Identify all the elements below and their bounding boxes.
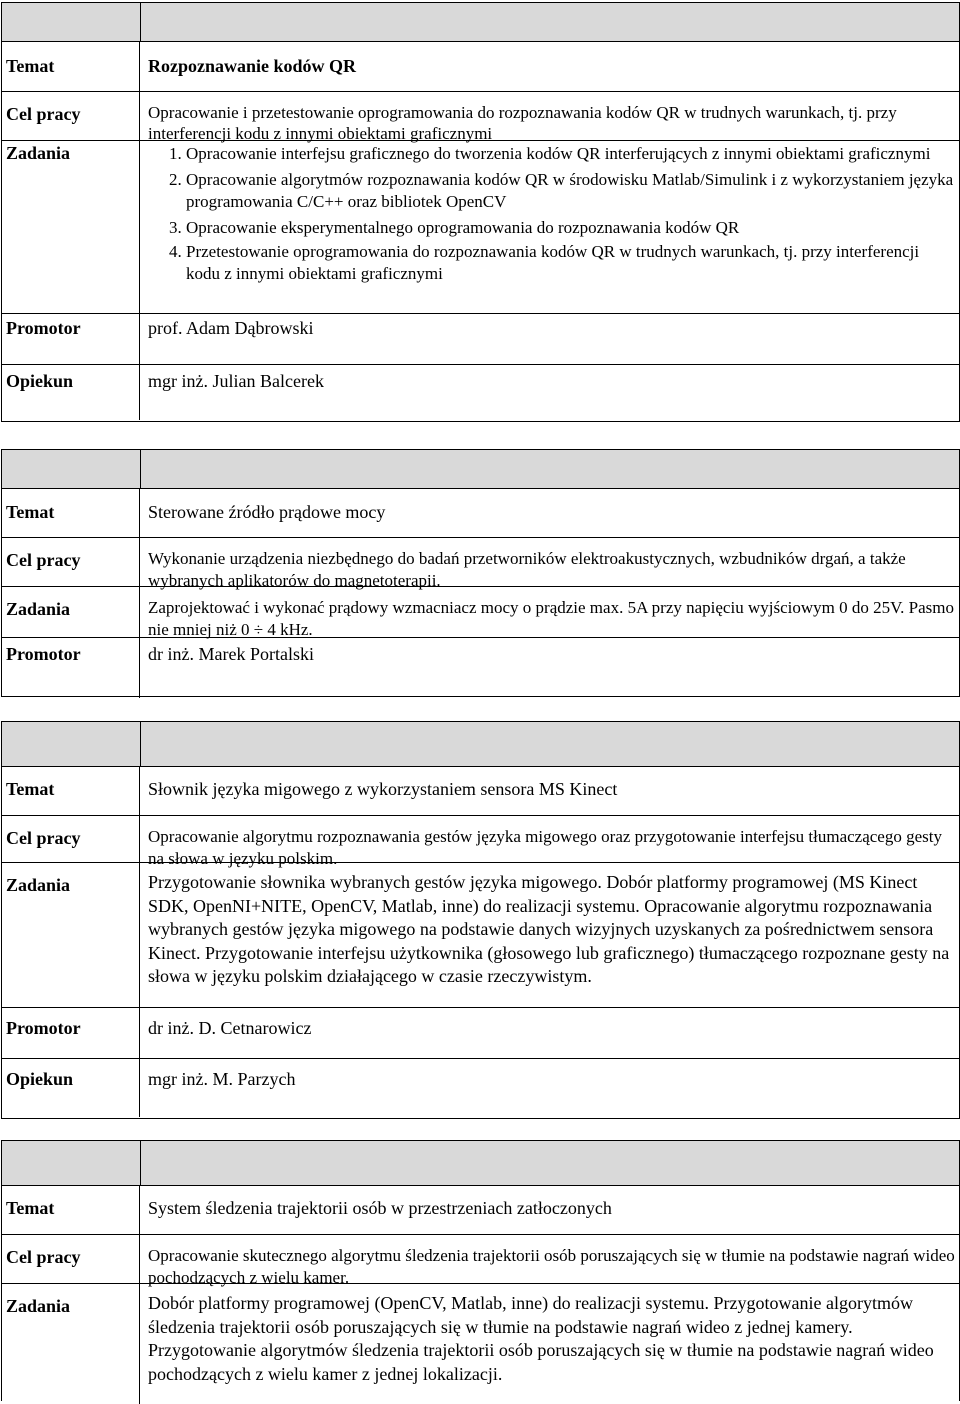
topic-label: Temat	[2, 767, 140, 815]
promotor-label: Promotor	[2, 638, 140, 698]
tasks-value: Dobór platformy programowej (OpenCV, Matlab, inne) do realizacji systemu. Przygotowanie algorytmów śledzenia trajektorii osób poruszających się w tłumie na podstawie nagrań wideo z jednej kamery. Przygotowanie algorytmów śledzenia trajektorii osób poruszających się w tłumie na podstawie nagrań wideo pochodzących z wielu kamer z jednej lokalizacji.	[148, 1293, 934, 1384]
list-item: 2. Opracowanie algorytmów rozpoznawania kodów QR w środowisku Matlab/Simulink i z wykorzystaniem języka programowania C/C++ oraz bibliotek OpenCV	[186, 169, 955, 213]
goal-value: Opracowanie algorytmu rozpoznawania gestów języka migowego oraz przygotowanie interfejsu tłumaczącego gesty na słowa w języku polskim.	[148, 827, 942, 868]
table-header	[2, 3, 959, 41]
list-item: 1. Opracowanie interfejsu graficznego do tworzenia kodów QR interferujących z innymi obiektami graficznymi	[186, 143, 955, 165]
table-header	[2, 450, 959, 488]
topic-value: Sterowane źródło prądowe mocy	[148, 502, 386, 522]
topic-value: Słownik języka migowego z wykorzystaniem sensora MS Kinect	[148, 779, 618, 799]
supervisor-label: Opiekun	[2, 1059, 140, 1117]
topic-label: Temat	[2, 1186, 140, 1234]
topic-value: System śledzenia trajektorii osób w przestrzeniach zatłoczonych	[148, 1198, 612, 1218]
promotor-label: Promotor	[2, 314, 140, 364]
tasks-label: Zadania	[2, 1284, 140, 1404]
goal-value: Opracowanie i przetestowanie oprogramowania do rozpoznawania kodów QR w trudnych warunkach, tj. przy interferencji kodu z innymi obiektami graficznymi	[148, 103, 897, 143]
table-row-tasks	[2, 140, 959, 313]
table-row-goal	[2, 537, 959, 590]
list-item: 3. Opracowanie eksperymentalnego oprogramowania do rozpoznawania kodów QR	[186, 217, 955, 239]
tasks-value: Zaprojektować i wykonać prądowy wzmacniacz mocy o prądzie max. 5A przy napięciu wyjściowym 0 do 25V. Pasmo nie mniej niż 0 ÷ 4 kHz.	[148, 598, 955, 639]
table-row-topic	[2, 488, 959, 537]
tasks-value: Przygotowanie słownika wybranych gestów języka migowego. Dobór platformy programowej (MS Kinect SDK, OpenNI+NITE, OpenCV, Matlab, inne) do realizacji systemu. Opracowanie algorytmu rozpoznawania wybranych gestów języka migowego na podstawie danych wizyjnych uzyskanych za pośrednictwem sensora Kinect. Przygotowanie interfejsu użytkownika (głosowego lub graficznego) tłumaczącego rozpoznane gesty na słowa w języku polskim działającego w czasie rzeczywistym.	[148, 872, 950, 986]
tasks-label: Zadania	[2, 587, 140, 637]
project-table-4	[1, 1140, 960, 1401]
table-row-tasks	[2, 862, 959, 1007]
goal-label: Cel pracy	[2, 816, 140, 862]
supervisor-value: mgr inż. M. Parzych	[148, 1069, 296, 1089]
tasks-label: Zadania	[2, 863, 140, 1007]
goal-label: Cel pracy	[2, 538, 140, 586]
goal-label: Cel pracy	[2, 1235, 140, 1283]
supervisor-label: Opiekun	[2, 365, 140, 420]
goal-label: Cel pracy	[2, 92, 140, 140]
table-row-goal	[2, 91, 959, 143]
goal-value: Wykonanie urządzenia niezbędnego do badań przetworników elektroakustycznych, wzbudników drgań, a także wybranych aplikatorów do magnetoterapii.	[148, 549, 906, 590]
table-header	[2, 722, 959, 766]
table-row-tasks	[2, 1283, 959, 1404]
project-table-1	[1, 2, 960, 422]
topic-value: Rozpoznawanie kodów QR	[148, 56, 357, 76]
promotor-label: Promotor	[2, 1008, 140, 1058]
tasks-list	[148, 143, 955, 285]
supervisor-value: mgr inż. Julian Balcerek	[148, 371, 324, 391]
topic-label: Temat	[2, 42, 140, 91]
table-row-goal	[2, 815, 959, 868]
table-row-topic	[2, 41, 959, 91]
table-row-goal	[2, 1234, 959, 1287]
table-row-supervisor	[2, 364, 959, 420]
promotor-value: dr inż. Marek Portalski	[148, 644, 314, 664]
table-row-topic	[2, 1185, 959, 1234]
list-item: 4. Przetestowanie oprogramowania do rozpoznawania kodów QR w trudnych warunkach, tj. przy interferencji kodu z innymi obiektami graficznymi	[186, 241, 955, 285]
tasks-value	[140, 141, 959, 313]
table-row-promotor	[2, 1007, 959, 1058]
project-table-3	[1, 721, 960, 1119]
goal-value: Opracowanie skutecznego algorytmu śledzenia trajektorii osób poruszających się w tłumie na podstawie nagrań wideo pochodzących z wielu kamer.	[148, 1246, 955, 1287]
table-header	[2, 1141, 959, 1185]
table-row-promotor	[2, 637, 959, 698]
table-row-topic	[2, 766, 959, 815]
table-row-promotor	[2, 313, 959, 364]
project-table-2	[1, 449, 960, 697]
promotor-value: prof. Adam Dąbrowski	[148, 318, 314, 338]
topic-label: Temat	[2, 489, 140, 537]
promotor-value: dr inż. D. Cetnarowicz	[148, 1018, 312, 1038]
table-row-supervisor	[2, 1058, 959, 1117]
tasks-label: Zadania	[2, 141, 140, 313]
table-row-tasks	[2, 586, 959, 637]
